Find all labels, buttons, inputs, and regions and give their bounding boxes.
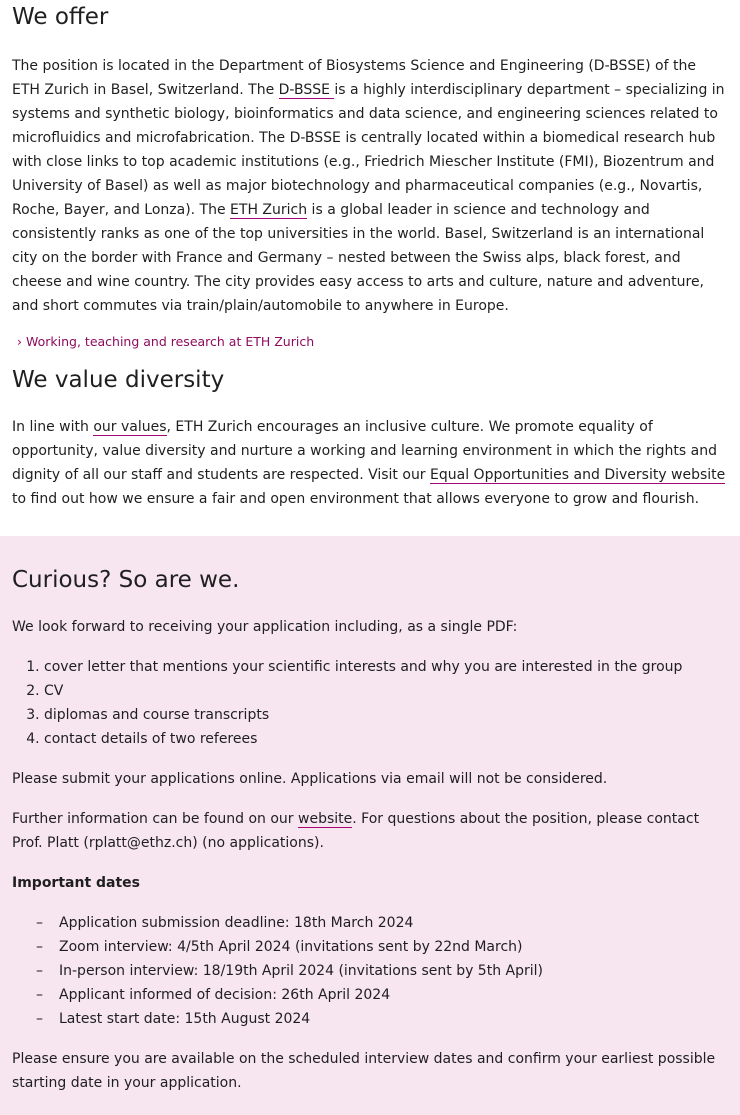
diversity-text: In line with our values, ETH Zurich encourages an inclusive culture. We promote equality of opportunity, value diversity and nurture a working and learning environment in which the rights and dignity of all our staff and students are respected. Visit our Equal Opportunities and Diversity website to find out how we ensure a fair and open environment that allows everyone to grow and flourish. [12, 419, 726, 507]
list-item: – Latest start date: 15th August 2024 [36, 1011, 311, 1027]
diversity-section [0, 350, 740, 511]
diversity-heading: We value diversity [12, 367, 225, 393]
working-teaching-research-link[interactable]: › Working, teaching and research at ETH Zurich [17, 334, 315, 349]
eth-zurich-link[interactable]: ETH Zurich [230, 202, 308, 218]
we-offer-section [0, 0, 740, 350]
we-offer-text: The position is located in the Department of Biosystems Science and Engineering (D-BSSE) of the ETH Zurich in Basel, Switzerland. The D-BSSE is a highly interdisciplinary department – specializing in systems and synthetic biology, bioinformatics and data science, and engineering sciences related to microfluidics and microfabrication. The D-BSSE is centrally located within a biomedical research hub with close links to top academic institutions (e.g., Friedrich Miescher Institute (FMI), Biozentrum and University of Basel) as well as major biotechnology and pharmaceutical companies (e.g., Novartis, Roche, Bayer, and Lonza). The ETH Zurich is a global leader in science and technology and consistently ranks as one of the top universities in the world. Basel, Switzerland is an international city on the border with France and Germany – nested between the Swiss alps, black forest, and cheese and wine country. The city provides easy access to arts and culture, nature and adventure, and short commutes via train/plain/automobile to anywhere in Europe. [12, 58, 725, 314]
we-offer-heading: We offer [12, 4, 109, 30]
application-intro: We look forward to receiving your application including, as a single PDF: [12, 619, 518, 635]
website-link[interactable]: website [298, 811, 353, 827]
list-item: 3. diplomas and course transcripts [44, 703, 728, 727]
important-dates-heading: Important dates [12, 875, 141, 891]
list-item: – Zoom interview: 4/5th April 2024 (invitations sent by 22nd March) [36, 939, 523, 955]
curious-section [0, 536, 740, 1115]
our-values-link[interactable]: our values [93, 419, 167, 435]
list-item: 2. CV [44, 679, 728, 703]
further-info-text: Further information can be found on our website. For questions about the position, please contact Prof. Platt (rplatt@ethz.ch) (no applications). [12, 811, 700, 851]
curious-heading: Curious? So are we. [12, 567, 240, 593]
submit-online-text: Please submit your applications online. Applications via email will not be considered. [12, 771, 608, 787]
d-bsse-link[interactable]: D-BSSE [278, 82, 335, 98]
application-documents-list [12, 655, 728, 751]
list-item: 1. cover letter that mentions your scientific interests and why you are interested in the group [44, 655, 728, 679]
list-item: – Application submission deadline: 18th March 2024 [36, 915, 414, 931]
list-item: – Applicant informed of decision: 26th April 2024 [36, 987, 391, 1003]
important-dates-list [12, 911, 728, 1031]
availability-text: Please ensure you are available on the scheduled interview dates and confirm your earliest possible starting date in your application. [12, 1051, 716, 1091]
list-item: – In-person interview: 18/19th April 2024 (invitations sent by 5th April) [36, 963, 543, 979]
chevron-right-icon: › [17, 334, 22, 349]
equal-opportunities-link[interactable]: Equal Opportunities and Diversity website [430, 467, 726, 483]
list-item: 4. contact details of two referees [44, 727, 728, 751]
